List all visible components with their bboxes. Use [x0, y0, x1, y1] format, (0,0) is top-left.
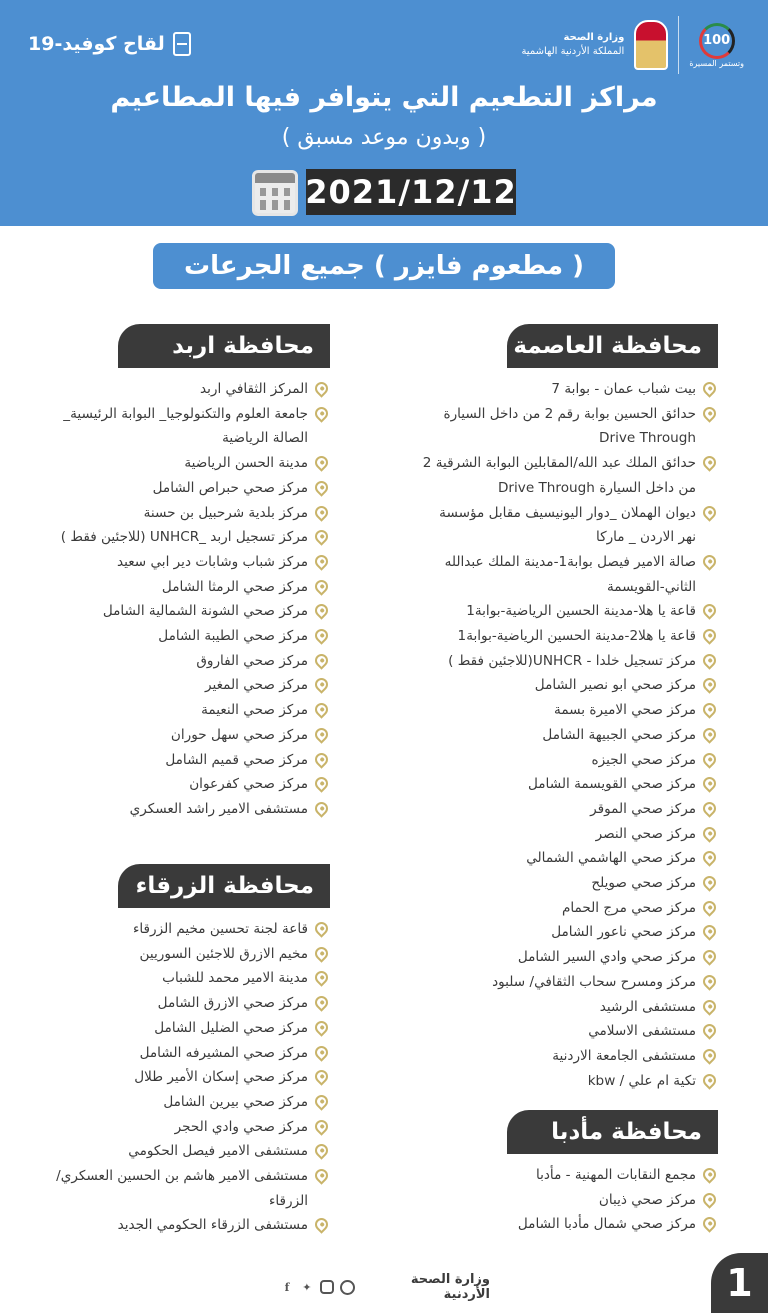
site-item — [420, 945, 718, 970]
site-item — [420, 377, 718, 402]
site-name: مستشفى الامير هاشم بن الحسين العسكري/الزرقاء — [56, 1168, 308, 1209]
site-item — [40, 1041, 330, 1066]
vaccine-vial-icon — [173, 32, 191, 56]
centennial-number: 100 — [703, 33, 731, 48]
site-name: مستشفى الجامعة الاردنية — [552, 1047, 696, 1064]
centennial-ring-icon — [699, 23, 735, 59]
site-name: مركز صحي الازرق الشامل — [157, 995, 308, 1012]
location-pin-icon — [312, 799, 330, 817]
site-name: مدينة الحسن الرياضية — [184, 455, 308, 472]
site-item — [40, 917, 330, 942]
region-header-capital: محافظة العاصمة — [507, 324, 718, 368]
location-pin-icon — [312, 1142, 330, 1160]
location-pin-icon — [312, 478, 330, 496]
page-subtitle: ( وبدون موعد مسبق ) — [281, 125, 487, 150]
site-item — [420, 896, 718, 921]
site-name: مركز صحي الجبيهة الشامل — [542, 726, 696, 743]
location-pin-icon — [312, 503, 330, 521]
site-name: مركز صحي الشونة الشمالية الشامل — [102, 603, 308, 620]
site-name: مستشفى الامير راشد العسكري — [129, 800, 308, 817]
facebook-icon[interactable]: f — [284, 1280, 290, 1294]
location-pin-icon — [700, 1190, 718, 1208]
location-pin-icon — [700, 972, 718, 990]
location-pin-icon — [700, 404, 718, 422]
site-name: مركز صحي ابو نصير الشامل — [534, 677, 696, 694]
site-name: مركز صحي الفاروق — [196, 652, 308, 669]
calendar-icon — [252, 170, 298, 216]
site-name: مركز صحي ناعور الشامل — [551, 924, 696, 941]
location-pin-icon — [700, 873, 718, 891]
region-header-irbid: محافظة اربد — [118, 324, 330, 368]
site-item — [40, 649, 330, 674]
ministry-logos — [521, 14, 744, 76]
footer-ministry-label: وزارة الصحة الأردنية — [410, 1272, 490, 1302]
location-pin-icon — [700, 849, 718, 867]
kingdom-name: المملكة الأردنية الهاشمية — [521, 46, 625, 57]
site-item — [420, 698, 718, 723]
site-name: مركز صحي المغير — [205, 677, 308, 694]
site-name: حدائق الحسين بوابة رقم 2 من داخل السيارة Drive Through — [443, 405, 696, 447]
site-item — [40, 1139, 330, 1164]
site-item — [420, 846, 718, 871]
location-pin-icon — [700, 626, 718, 644]
location-pin-icon — [312, 528, 330, 546]
site-name: قاعة يا هلا2-مدينة الحسين الرياضية-بوابة1 — [457, 628, 696, 645]
location-pin-icon — [700, 676, 718, 694]
region-header-zarqa: محافظة الزرقاء — [118, 864, 330, 908]
site-name: مركز صحي مرج الحمام — [561, 899, 696, 916]
location-pin-icon — [312, 775, 330, 793]
site-name: مركز صحي المشيرفه الشامل — [139, 1044, 308, 1061]
site-item — [420, 797, 718, 822]
site-item — [40, 673, 330, 698]
site-item — [420, 1188, 718, 1213]
site-item — [40, 575, 330, 600]
site-item — [40, 476, 330, 501]
site-item — [420, 995, 718, 1020]
site-item — [420, 599, 718, 624]
site-item — [40, 402, 330, 451]
covid-label-text: لقاح كوفيد-19 — [28, 33, 165, 55]
header-banner — [0, 0, 768, 226]
site-item — [40, 698, 330, 723]
centennial-slogan: وتستمر المسيرة — [689, 58, 744, 68]
location-pin-icon — [312, 651, 330, 669]
location-pin-icon — [700, 379, 718, 397]
site-name: قاعة لجنة تحسين مخيم الزرقاء — [133, 921, 308, 937]
location-pin-icon — [700, 725, 718, 743]
location-pin-icon — [312, 700, 330, 718]
site-name: مركز صحي الرمثا الشامل — [161, 578, 308, 595]
site-name: حدائق الملك عبد الله/المقابلين البوابة الشرقية 2 من داخل السيارة Drive Through — [422, 455, 696, 496]
site-item — [420, 1163, 718, 1188]
location-pin-icon — [312, 577, 330, 595]
site-item — [420, 1044, 718, 1069]
site-item — [420, 723, 718, 748]
site-name: مستشفى الامير فيصل الحكومي — [128, 1143, 308, 1160]
site-item — [40, 1016, 330, 1041]
site-item — [420, 772, 718, 797]
site-item — [420, 451, 718, 500]
site-name: ديوان الهملان _دوار اليونيسيف مقابل مؤسسة نهر الاردن _ ماركا — [439, 504, 696, 546]
madaba-site-list — [420, 1163, 718, 1237]
site-item — [420, 748, 718, 773]
location-pin-icon — [700, 1071, 718, 1089]
site-item — [40, 451, 330, 476]
site-item — [420, 1069, 718, 1094]
site-name: مركز صحي الهاشمي الشمالي — [526, 850, 696, 867]
site-name: بيت شباب عمان - بوابة 7 — [551, 381, 696, 397]
location-pin-icon — [700, 750, 718, 768]
location-pin-icon — [700, 1046, 718, 1064]
site-name: مركز صحي صويلح — [591, 875, 696, 892]
location-pin-icon — [700, 799, 718, 817]
site-name: مركز صحي ذيبان — [598, 1191, 696, 1208]
location-pin-icon — [312, 993, 330, 1011]
location-pin-icon — [312, 969, 330, 987]
site-item — [40, 772, 330, 797]
site-item — [40, 966, 330, 991]
location-pin-icon — [312, 1018, 330, 1036]
site-item — [420, 501, 718, 550]
site-item — [40, 991, 330, 1016]
site-item — [40, 550, 330, 575]
location-pin-icon — [312, 750, 330, 768]
location-pin-icon — [312, 552, 330, 570]
location-pin-icon — [700, 552, 718, 570]
location-pin-icon — [312, 602, 330, 620]
location-pin-icon — [700, 602, 718, 620]
site-name: مركز صحي الضليل الشامل — [154, 1019, 308, 1036]
site-name: مركز صحي حبراص الشامل — [152, 479, 308, 496]
site-name: مجمع النقابات المهنية - مأدبا — [535, 1167, 696, 1183]
site-item — [420, 550, 718, 599]
location-pin-icon — [312, 725, 330, 743]
site-name: مركز بلدية شرحبيل بن حسنة — [143, 504, 308, 521]
site-name: مستشفى الاسلامي — [588, 1023, 696, 1040]
site-item — [420, 1019, 718, 1044]
region-header-madaba: محافظة مأدبا — [507, 1110, 718, 1154]
site-name: مركز تسجيل اربد _UNHCR (للاجئين فقط ) — [60, 529, 308, 546]
location-pin-icon — [700, 700, 718, 718]
logo-divider — [678, 16, 679, 74]
location-pin-icon — [312, 1068, 330, 1086]
site-name: مركز صحي وادي السير الشامل — [517, 949, 696, 966]
site-item — [420, 649, 718, 674]
location-pin-icon — [312, 1166, 330, 1184]
ministry-name: وزارة الصحة — [563, 32, 625, 43]
site-name: تكية ام علي / kbw — [587, 1072, 696, 1089]
site-item — [40, 525, 330, 550]
location-pin-icon — [312, 404, 330, 422]
site-item — [40, 1213, 330, 1238]
location-pin-icon — [312, 944, 330, 962]
location-pin-icon — [700, 947, 718, 965]
site-item — [40, 599, 330, 624]
site-name: مركز صحي سهل حوران — [170, 726, 308, 743]
page-title: مراكز التطعيم التي يتوافر فيها المطاعيم — [110, 82, 658, 113]
centennial-logo — [689, 23, 744, 68]
site-name: جامعة العلوم والتكنولوجيا_ البوابة الرئيسية_ الصالة الرياضية — [63, 405, 308, 447]
site-item — [420, 402, 718, 451]
site-name: مركز صحي كفرعوان — [189, 776, 308, 793]
site-item — [40, 797, 330, 822]
site-item — [40, 1115, 330, 1140]
site-item — [420, 871, 718, 896]
location-pin-icon — [312, 626, 330, 644]
site-name: مركز صحي الطيبة الشامل — [158, 628, 308, 645]
site-name: مستشفى الرشيد — [599, 998, 696, 1015]
location-pin-icon — [312, 676, 330, 694]
site-name: مركز ومسرح سحاب الثقافي/ سلبود — [492, 973, 696, 990]
site-name: مركز شباب وشابات دير ابي سعيد — [116, 553, 308, 570]
location-pin-icon — [312, 919, 330, 937]
vaccine-type-banner: ( مطعوم فايزر ) جميع الجرعات — [153, 243, 615, 289]
irbid-site-list — [40, 377, 330, 822]
location-pin-icon — [312, 1216, 330, 1234]
site-item — [40, 501, 330, 526]
site-item — [420, 624, 718, 649]
location-pin-icon — [700, 923, 718, 941]
site-item — [40, 1090, 330, 1115]
date-badge: 2021/12/12 — [306, 169, 516, 215]
site-name: مركز صحي بيرين الشامل — [163, 1093, 308, 1110]
site-item — [40, 624, 330, 649]
location-pin-icon — [312, 453, 330, 471]
site-item — [40, 942, 330, 967]
site-name: مركز صحي قميم الشامل — [165, 751, 308, 768]
site-name: صالة الامير فيصل بوابة1-مدينة الملك عبدالله الثاني-القويسمة — [444, 553, 696, 595]
page-number-tab: 1 — [711, 1253, 768, 1313]
location-pin-icon — [700, 824, 718, 842]
location-pin-icon — [312, 379, 330, 397]
zarqa-site-list — [40, 917, 330, 1238]
site-item — [40, 723, 330, 748]
site-item — [40, 748, 330, 773]
site-name: مركز صحي وادي الحجر — [174, 1118, 308, 1135]
location-pin-icon — [700, 651, 718, 669]
location-pin-icon — [700, 775, 718, 793]
location-pin-icon — [700, 1215, 718, 1233]
location-pin-icon — [700, 997, 718, 1015]
capital-site-list — [420, 377, 718, 1093]
twitter-icon[interactable]: ✦ — [302, 1280, 312, 1294]
site-name: مستشفى الزرقاء الحكومي الجديد — [117, 1217, 308, 1234]
site-item — [40, 1164, 330, 1213]
location-pin-icon — [312, 1117, 330, 1135]
location-pin-icon — [312, 1092, 330, 1110]
site-name: مخيم الازرق للاجئين السوريين — [139, 945, 308, 962]
site-item — [420, 920, 718, 945]
site-name: مركز صحي إسكان الأمير طلال — [134, 1069, 308, 1086]
site-name: مركز صحي النصر — [595, 825, 696, 842]
site-name: مركز صحي القويسمة الشامل — [527, 776, 696, 793]
site-item — [40, 1065, 330, 1090]
instagram-icon[interactable] — [320, 1280, 334, 1294]
site-name: مركز تسجيل خلدا - UNHCR(للاجئين فقط ) — [448, 652, 696, 669]
location-pin-icon — [700, 453, 718, 471]
site-name: مركز صحي شمال مأدبا الشامل — [517, 1216, 696, 1233]
site-name: قاعة يا هلا-مدينة الحسين الرياضية-بوابة1 — [466, 603, 696, 620]
globe-icon[interactable] — [340, 1280, 355, 1295]
site-name: مركز صحي الجيزه — [591, 751, 696, 768]
covid-vaccine-label — [28, 32, 191, 56]
location-pin-icon — [700, 898, 718, 916]
site-item — [420, 970, 718, 995]
site-item — [420, 822, 718, 847]
location-pin-icon — [700, 1165, 718, 1183]
location-pin-icon — [312, 1043, 330, 1061]
location-pin-icon — [700, 503, 718, 521]
site-name: مركز صحي الموقر — [590, 800, 696, 817]
site-name: مدينة الامير محمد للشباب — [162, 970, 308, 987]
site-name: المركز الثقافي اربد — [199, 381, 308, 397]
location-pin-icon — [700, 1022, 718, 1040]
site-name: مركز صحي النعيمة — [201, 702, 308, 719]
jordan-emblem-icon — [634, 20, 668, 70]
site-item — [40, 377, 330, 402]
site-item — [420, 1212, 718, 1237]
site-name: مركز صحي الاميرة بسمة — [554, 702, 696, 719]
footer-bar — [280, 1272, 490, 1302]
ministry-text — [521, 31, 624, 59]
site-item — [420, 673, 718, 698]
